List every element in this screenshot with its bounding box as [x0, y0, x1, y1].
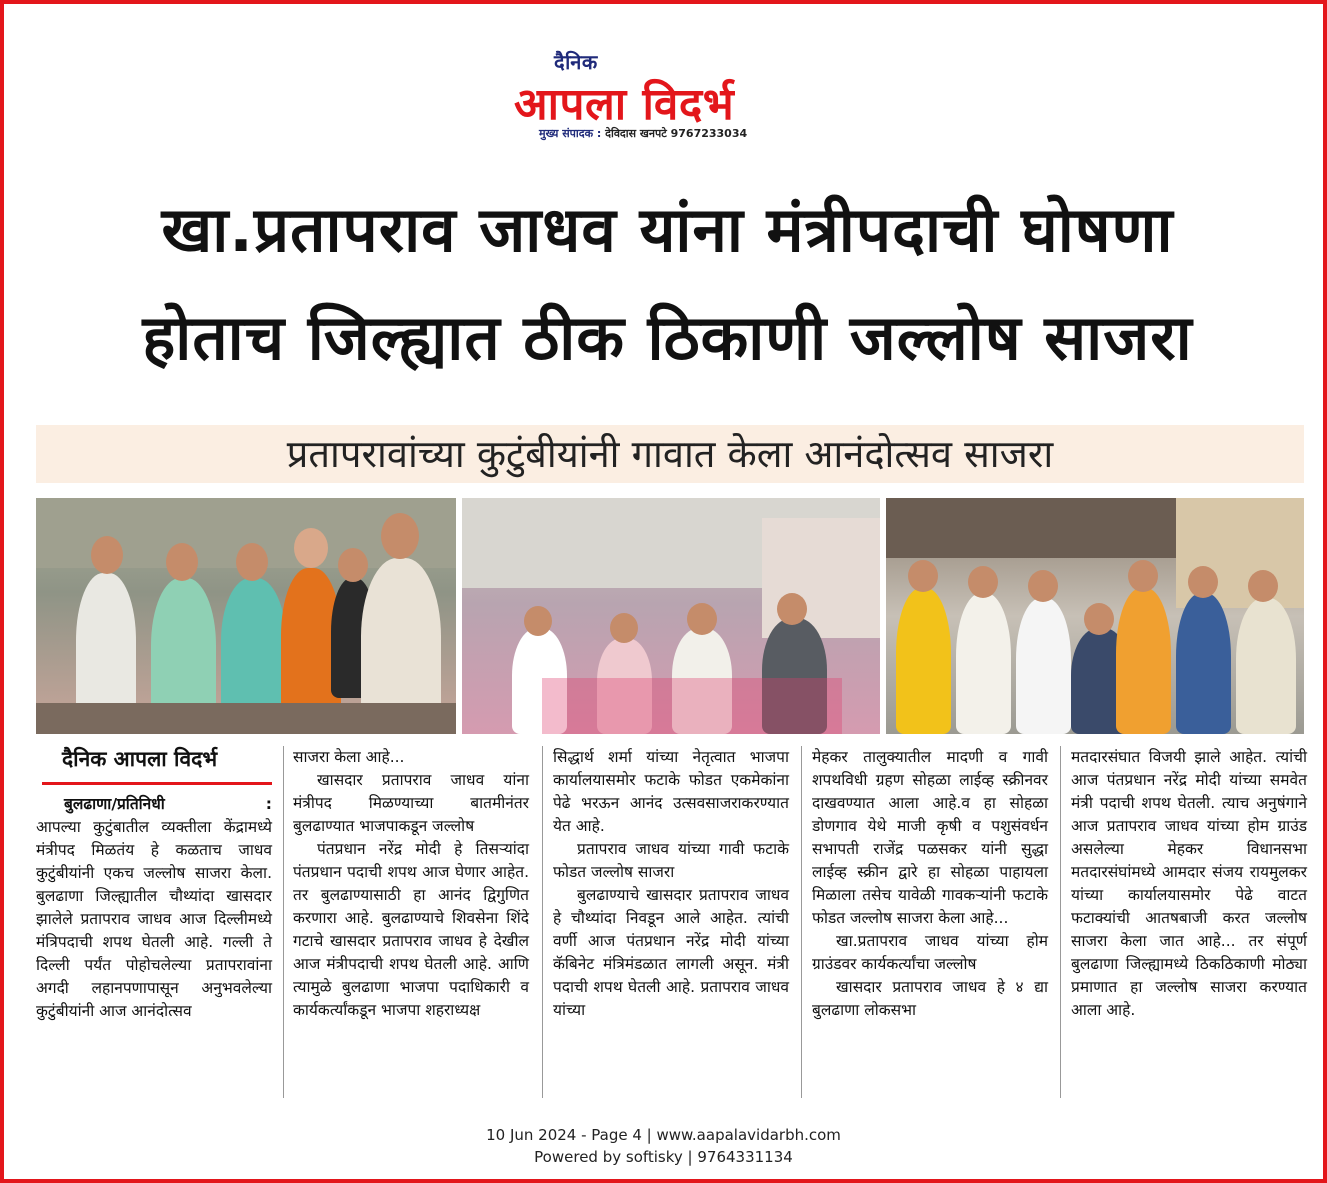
masthead-small-title: दैनिक [554, 50, 598, 74]
masthead-editor [539, 126, 747, 141]
article-column-3 [553, 746, 789, 1022]
article-paragraph: मतदारसंघात विजयी झाले आहेत. त्यांची आज पंतप्रधान नरेंद्र मोदी यांच्या समवेत मंत्री पदाची शपथ घेतली. त्याच अनुषंगाने आज प्रतापराव जाधव यांच्या होम ग्राउंड असलेल्या मेहकर विधानसभा मतदारसंघांमध्ये आमदार संजय रायमुलकर यांच्या कार्यालयासमोर पेढे वाटत फटाक्यांची आतषबाजी करत जल्लोष साजरा केला जात आहे... तर संपूर्ण बुलढाणा जिल्ह्यामध्ये ठिकठिकाणी मोठ्या प्रमाणात हा जल्लोष साजरा करण्यात आला आहे. [1071, 748, 1307, 1019]
brand-underline [42, 782, 272, 785]
photo-supporters-group [886, 498, 1304, 734]
article-paragraph: मेहकर तालुक्यातील मादणी व गावी शपथविधी ग्रहण सोहळा लाईव्ह स्क्रीनवर दाखवण्यात आला आहे.व हा सोहळा डोणगाव येथे माजी कृषी व पशुसंवर्धन सभापती राजेंद्र पळसकर यांनी सुद्धा लाईव्ह स्क्रीन द्वारे हा सोहळा पाहायला मिळाला तसेच यावेळी गावकऱ्यांनी फटाके फोडत जल्लोष साजरा केला आहे... [812, 748, 1048, 927]
article-column-2 [293, 746, 529, 1022]
article-paragraph: खासदार प्रतापराव जाधव हे ४ द्या बुलढाणा लोकसभा [812, 978, 1048, 1019]
footer-date-page: 10 Jun 2024 - Page 4 | www.aapalavidarbh.com [486, 1126, 841, 1144]
article-paragraph: सिद्धार्थ शर्मा यांच्या नेतृत्वात भाजपा कार्यालयासमोर फटाके फोडत एकमेकांना पेढे भरऊन आनंद उत्सवसाजराकरण्यात येत आहे. [553, 748, 789, 835]
subheadline: प्रतापरावांच्या कुटुंबीयांनी गावात केला आनंदोत्सव साजरा [36, 425, 1304, 483]
photo-street-celebration [462, 498, 880, 734]
article-paragraph: बुलढाण्याचे खासदार प्रतापराव जाधव हे चौथ्यांदा निवडून आले आहेत. त्यांची वर्णी आज पंतप्रधान नरेंद्र मोदी यांच्या कॅबिनेट मंत्रिमंडळात लागली असून. मंत्री पदाची शपथ घेतली आहे. प्रतापराव जाधव यांच्या [553, 886, 789, 1019]
article-dateline [36, 793, 272, 816]
article-brand: दैनिक आपला विदर्भ [62, 747, 218, 771]
editor-label: मुख्य संपादक : [539, 127, 602, 140]
dateline-text: बुलढाणा/प्रतिनिधी [64, 795, 165, 813]
article-paragraph: आपल्या कुटुंबातील व्यक्तीला केंद्रामध्ये मंत्रीपद मिळतंय हे कळताच जाधव कुटुंबीयांनी एकच जल्लोष साजरा केला. बुलढाणा जिल्ह्यातील चौथ्यांदा खासदार झालेले प्रतापराव जाधव आज दिल्लीमध्ये मंत्रिपदाची शपथ घेतली आहे. गल्ली ते दिल्ली पर्यंत पोहोचलेल्या प्रतापरावांना अगदी लहानपणापासून अनुभवलेल्या कुटुंबीयांनी आज आनंदोत्सव [36, 818, 272, 1020]
column-rule [283, 746, 284, 1098]
headline-line-1: खा.प्रतापराव जाधव यांना मंत्रीपदाची घोषणा [161, 193, 1174, 266]
article-paragraph: प्रतापराव जाधव यांच्या गावी फटाके फोडत जल्लोष साजरा [553, 840, 789, 881]
article-paragraph: खा.प्रतापराव जाधव यांच्या होम ग्राउंडवर कार्यकर्त्यांचा जल्लोष [812, 932, 1048, 973]
photo-family-celebration [36, 498, 456, 734]
article-column-5 [1071, 746, 1307, 1022]
article-column-4 [812, 746, 1048, 1022]
column-rule [542, 746, 543, 1098]
footer-powered-by: Powered by softisky | 9764331134 [534, 1148, 793, 1166]
article-paragraph: खासदार प्रतापराव जाधव यांना मंत्रीपद मिळण्याच्या बातमीनंतर बुलढाण्यात भाजपाकडून जल्लोष [293, 771, 529, 835]
masthead-title: आपला विदर्भ [514, 79, 735, 130]
column-rule [1060, 746, 1061, 1098]
masthead [504, 44, 834, 144]
editor-value: देविदास खनपटे 9767233034 [605, 127, 748, 140]
article-paragraph: पंतप्रधान नरेंद्र मोदी हे तिसऱ्यांदा पंतप्रधान पदाची शपथ आज घेणार आहेत. तर बुलढाण्यासाठी हा आनंद द्विगुणित करणारा आहे. बुलढाण्याचे शिवसेना शिंदे गटाचे खासदार प्रतापराव जाधव हे देखील आज मंत्रीपदाची शपथ घेतली आहे. आणि त्यामुळे बुलढाणा भाजपा पदाधिकारी व कार्यकर्त्यांकडून भाजपा शहराध्यक्ष [293, 840, 529, 1019]
article-column-1 [36, 746, 272, 1023]
dateline-separator: : [265, 795, 272, 813]
column-rule [801, 746, 802, 1098]
article-paragraph: साजरा केला आहे... [293, 748, 405, 766]
page-footer [4, 1124, 1323, 1168]
headline-line-2: होताच जिल्ह्यात ठीक ठिकाणी जल्लोष साजरा [142, 301, 1193, 374]
